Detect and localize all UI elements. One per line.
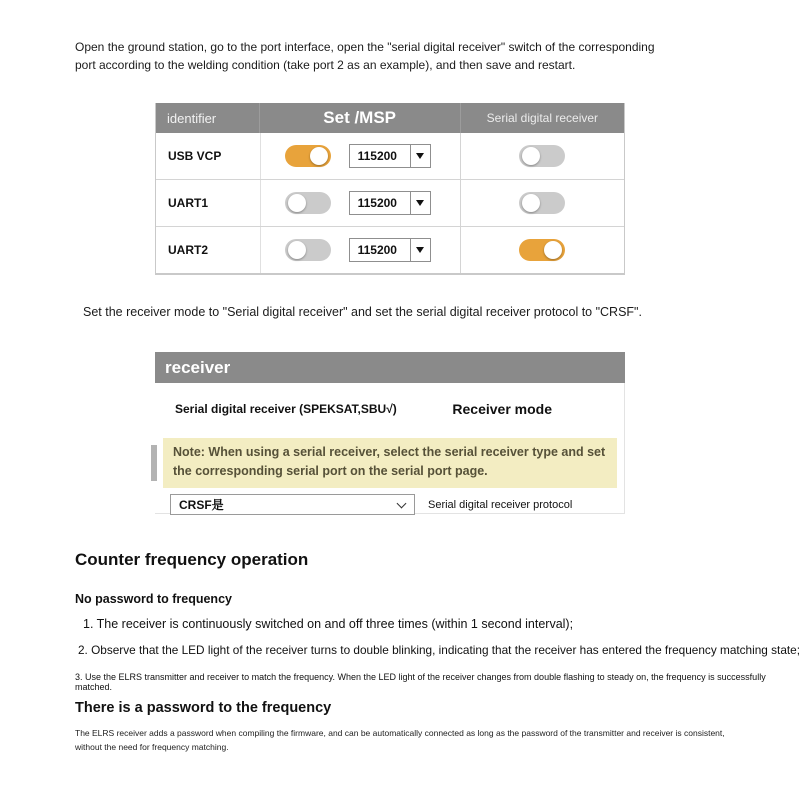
- header-set-msp: Set /MSP: [260, 103, 461, 133]
- counter-frequency-heading: Counter frequency operation: [75, 550, 309, 569]
- toggle-knob: [310, 147, 328, 165]
- protocol-select-value: CRSF是: [179, 498, 224, 512]
- receiver-mode-instruction: Set the receiver mode to "Serial digital receiver" and set the serial digital receiver protocol to "CRSF".: [83, 305, 642, 319]
- caret-down-icon: [416, 200, 424, 206]
- baud-rate-value: 115200: [357, 196, 397, 210]
- scrollbar-fragment: [151, 445, 157, 481]
- table-header-row: [156, 103, 624, 133]
- protocol-select[interactable]: [170, 494, 415, 515]
- port-identifier: UART1: [168, 196, 209, 210]
- intro-paragraph: Open the ground station, go to the port interface, open the "serial digital receiver" switch of the corresponding port according to the welding condition (take port 2 as an example), and then save and restart.: [75, 40, 655, 72]
- toggle-knob: [288, 241, 306, 259]
- port-config-table: [155, 103, 625, 275]
- frequency-step-3: 3. Use the ELRS transmitter and receiver to match the frequency. When the LED light of the receiver changes from double flashing to steady on, the frequency is successfully matched.: [75, 672, 766, 692]
- baud-rate-dropdown[interactable]: [349, 238, 431, 262]
- baud-rate-dropdown[interactable]: [349, 191, 431, 215]
- protocol-row: [170, 494, 614, 515]
- set-msp-cell: [260, 133, 461, 179]
- no-password-heading: No password to frequency: [75, 592, 232, 606]
- baud-rate-value: 115200: [357, 243, 397, 257]
- frequency-step-1: 1. The receiver is continuously switched on and off three times (within 1 second interval);: [83, 617, 574, 631]
- caret-down-icon: [416, 247, 424, 253]
- chevron-down-icon: [397, 499, 407, 509]
- serial-receiver-toggle[interactable]: [519, 192, 565, 214]
- port-identifier: USB VCP: [168, 149, 222, 163]
- receiver-panel-title: receiver: [155, 352, 625, 383]
- baud-rate-dropdown[interactable]: [349, 144, 431, 168]
- password-paragraph: The ELRS receiver adds a password when compiling the firmware, and can be automatically connected as long as the password of the transmitter and receiver is consistent, without the need for frequency matching.: [75, 728, 725, 752]
- receiver-mode-label: Receiver mode: [452, 401, 552, 417]
- serial-receiver-toggle[interactable]: [519, 239, 565, 261]
- toggle-knob: [544, 241, 562, 259]
- caret-down-icon: [416, 153, 424, 159]
- receiver-panel-body: [155, 383, 625, 514]
- toggle-knob: [522, 147, 540, 165]
- serial-receiver-toggle[interactable]: [519, 145, 565, 167]
- serial-receiver-cell: [461, 133, 624, 179]
- set-msp-cell: [260, 227, 461, 273]
- toggle-knob: [288, 194, 306, 212]
- toggle-knob: [522, 194, 540, 212]
- serial-receiver-cell: [461, 180, 624, 226]
- msp-toggle[interactable]: [285, 192, 331, 214]
- dropdown-arrow-box[interactable]: [410, 145, 430, 167]
- frequency-step-2: 2. Observe that the LED light of the receiver turns to double blinking, indicating that the receiver has entered the frequency matching state;: [78, 643, 800, 657]
- dropdown-arrow-box[interactable]: [410, 239, 430, 261]
- port-identifier: UART2: [168, 243, 209, 257]
- receiver-mode-value[interactable]: Serial digital receiver (SPEKSAT,SBU√): [175, 402, 397, 416]
- table-row: [156, 133, 624, 180]
- dropdown-arrow-box[interactable]: [410, 192, 430, 214]
- table-row: [156, 180, 624, 227]
- set-msp-cell: [260, 180, 461, 226]
- msp-toggle[interactable]: [285, 145, 331, 167]
- receiver-panel: [155, 352, 625, 514]
- serial-receiver-cell: [461, 227, 624, 273]
- password-heading: There is a password to the frequency: [75, 700, 332, 716]
- protocol-label: Serial digital receiver protocol: [428, 498, 573, 511]
- receiver-mode-row: [175, 401, 610, 417]
- table-row: [156, 227, 624, 274]
- serial-receiver-note: Note: When using a serial receiver, select the serial receiver type and set the corresponding serial port on the serial port page.: [163, 438, 617, 488]
- baud-rate-value: 115200: [357, 149, 397, 163]
- header-serial-receiver: Serial digital receiver: [486, 111, 599, 125]
- header-identifier: identifier: [156, 103, 260, 133]
- msp-toggle[interactable]: [285, 239, 331, 261]
